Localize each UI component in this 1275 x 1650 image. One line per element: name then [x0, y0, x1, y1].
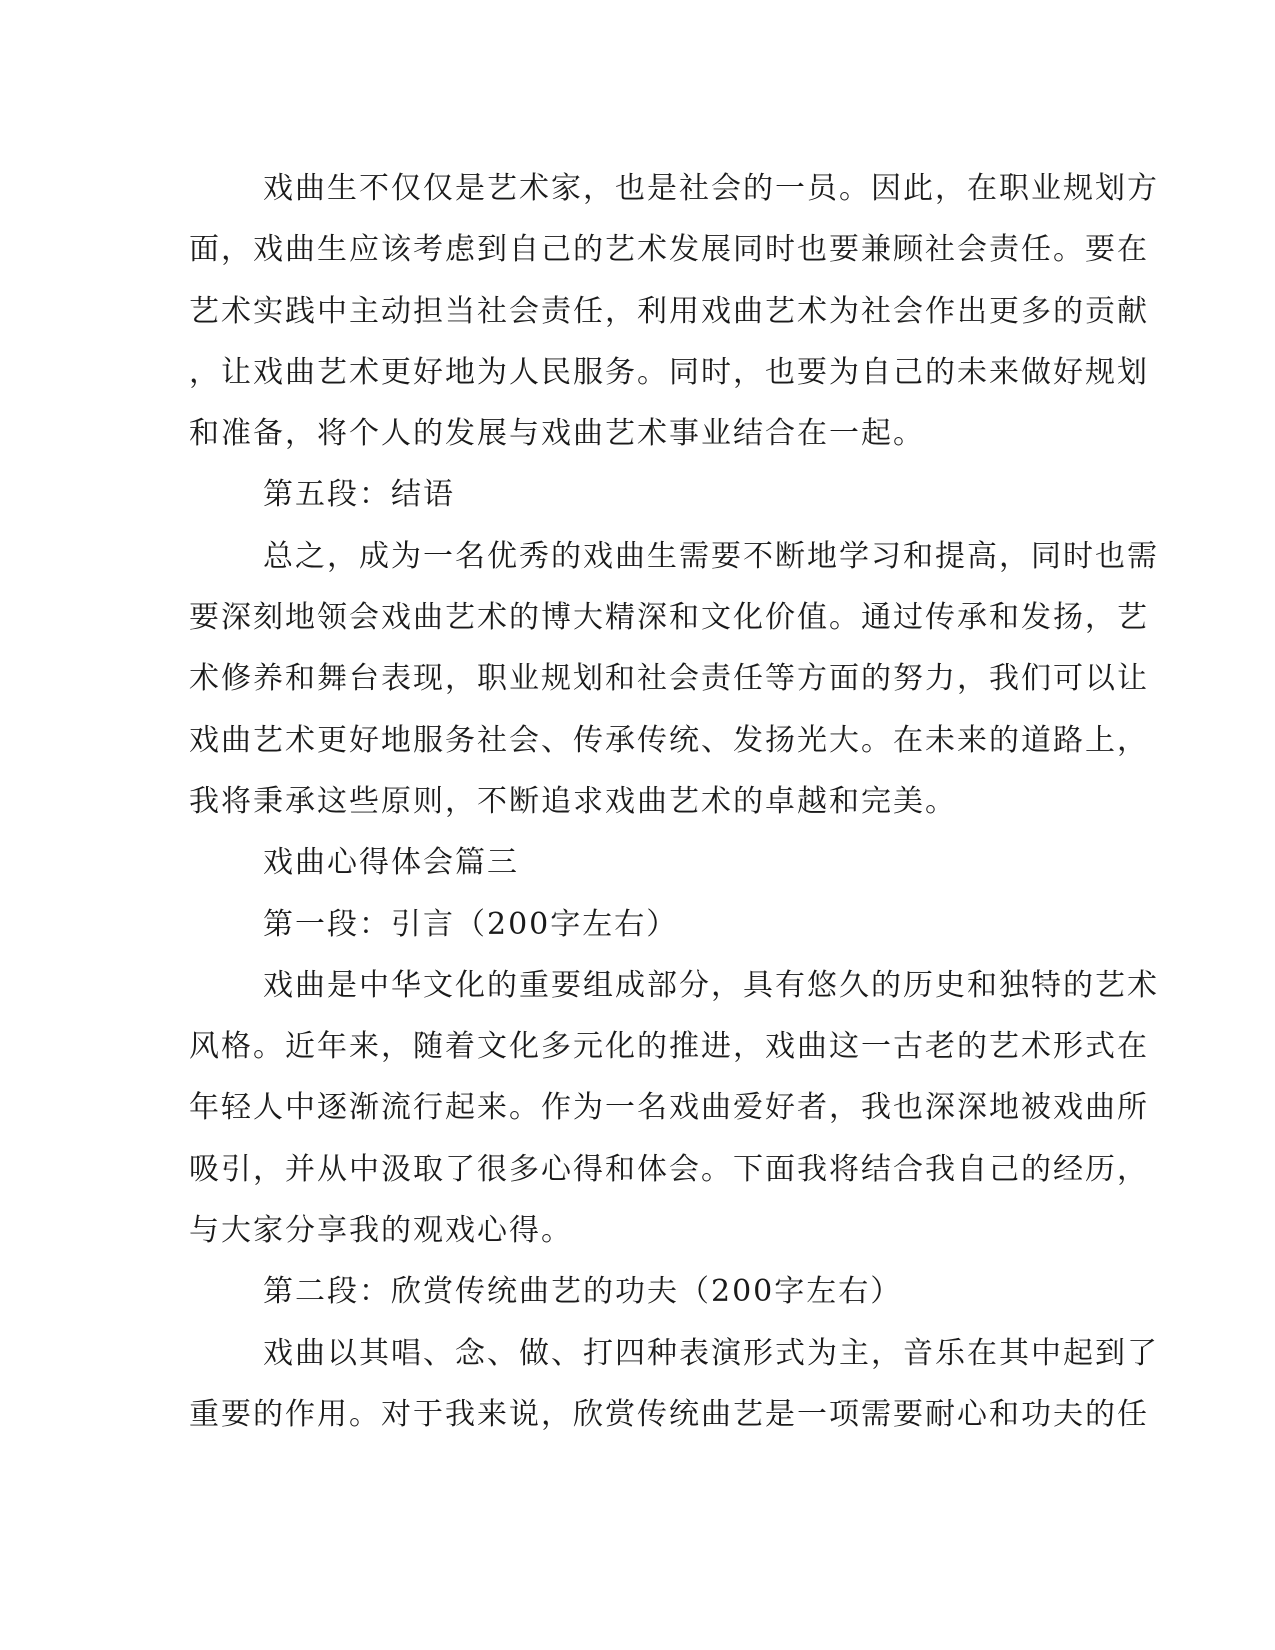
paragraph-line: 戏曲生不仅仅是艺术家，也是社会的一员。因此，在职业规划方: [263, 171, 1159, 206]
paragraph-line: 我将秉承这些原则，不断追求戏曲艺术的卓越和完美。: [189, 783, 957, 819]
paragraph-line: ，让戏曲艺术更好地为人民服务。同时，也要为自己的未来做好规划: [189, 354, 1149, 390]
section-heading: 第五段：结语: [263, 477, 455, 513]
paragraph-line: 风格。近年来，随着文化多元化的推进，戏曲这一古老的艺术形式在: [189, 1029, 1149, 1065]
paragraph-line: 戏曲以其唱、念、做、打四种表演形式为主，音乐在其中起到了: [263, 1335, 1159, 1371]
paragraph-line: 戏曲是中华文化的重要组成部分，具有悠久的历史和独特的艺术: [263, 967, 1159, 1003]
paragraph-line: 面，戏曲生应该考虑到自己的艺术发展同时也要兼顾社会责任。要在: [189, 232, 1149, 268]
paragraph-line: 重要的作用。对于我来说，欣赏传统曲艺是一项需要耐心和功夫的任: [189, 1396, 1149, 1432]
section-heading: 第一段：引言（200字左右）: [263, 906, 679, 942]
paragraph-line: 和准备，将个人的发展与戏曲艺术事业结合在一起。: [189, 416, 925, 452]
paragraph-line: 总之，成为一名优秀的戏曲生需要不断地学习和提高，同时也需: [263, 538, 1159, 574]
paragraph-line: 年轻人中逐渐流行起来。作为一名戏曲爱好者，我也深深地被戏曲所: [189, 1090, 1149, 1126]
paragraph-line: 要深刻地领会戏曲艺术的博大精深和文化价值。通过传承和发扬，艺: [189, 600, 1149, 636]
paragraph-line: 艺术实践中主动担当社会责任，利用戏曲艺术为社会作出更多的贡献: [189, 293, 1149, 329]
paragraph-line: 吸引，并从中汲取了很多心得和体会。下面我将结合我自己的经历，: [189, 1151, 1149, 1187]
paragraph-line: 与大家分享我的观戏心得。: [189, 1213, 573, 1249]
document-body: [189, 158, 1159, 1445]
paragraph-line: 术修养和舞台表现，职业规划和社会责任等方面的努力，我们可以让: [189, 661, 1149, 697]
article-title: 戏曲心得体会篇三: [263, 845, 519, 881]
section-heading: 第二段：欣赏传统曲艺的功夫（200字左右）: [263, 1274, 903, 1310]
paragraph-line: 戏曲艺术更好地服务社会、传承传统、发扬光大。在未来的道路上，: [189, 722, 1149, 758]
